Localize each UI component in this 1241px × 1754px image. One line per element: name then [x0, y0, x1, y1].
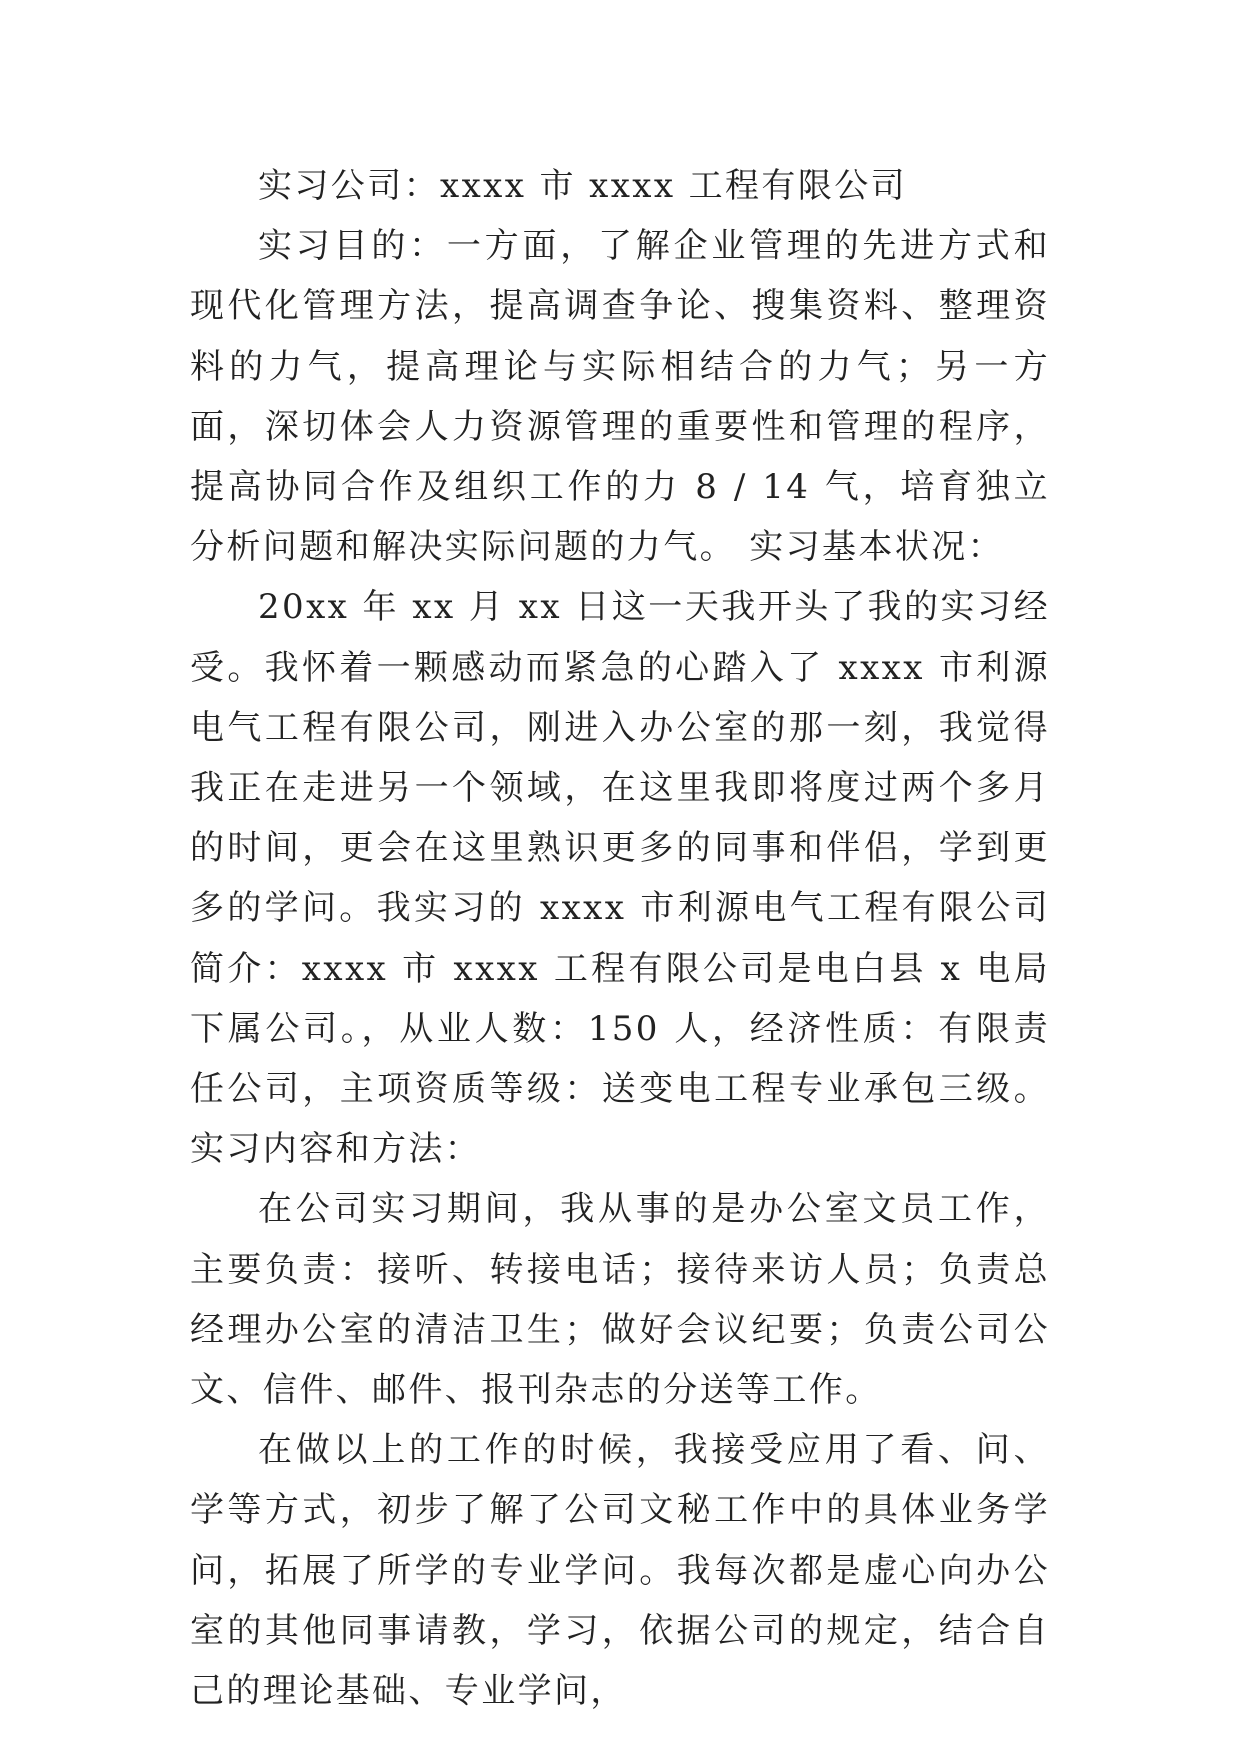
paragraph-internship-duties: 在公司实习期间，我从事的是办公室文员工作，主要负责：接听、转接电话；接待来访人员；负责总经理办公室的清洁卫生；做好会议纪要；负责公司公文、信件、邮件、报刊杂志的分送等工作。 — [190, 1189, 1050, 1411]
paragraph-internship-learning: 在做以上的工作的时候，我接受应用了看、问、学等方式，初步了解了公司文秘工作中的具体业务学问，拓展了所学的专业学问。我每次都是虚心向办公室的其他同事请教，学习，依据公司的规定，结合自己的理论基础、专业学问， — [190, 1430, 1050, 1712]
paragraph-internship-overview: 20xx 年 xx 月 xx 日这一天我开头了我的实习经受。我怀着一颗感动而紧急的心踏入了 xxxx 市利源电气工程有限公司，刚进入办公室的那一刻，我觉得我正在走进另一个领域，在这里我即将度过两个多月的时间，更会在这里熟识更多的同事和伴侣，学到更多的学问。我实习的 xxxx 市利源电气工程有限公司简介：xxxx 市 xxxx 工程有限公司是电白县 x 电局下属公司。，从业人数：150 人，经济性质：有限责任公司，主项资质等级：送变电工程专业承包三级。 实习内容和方法： — [190, 587, 1050, 1170]
document-body — [190, 156, 1050, 1721]
paragraph-internship-company: 实习公司：xxxx 市 xxxx 工程有限公司 — [258, 166, 908, 206]
paragraph-internship-purpose: 实习目的：一方面，了解企业管理的先进方式和现代化管理方法，提高调查争论、搜集资料、整理资料的力气，提高理论与实际相结合的力气；另一方面，深切体会人力资源管理的重要性和管理的程序，提高协同合作及组织工作的力 8 / 14 气，培育独立分析问题和解决实际问题的力气。 实习基本状况： — [190, 226, 1050, 568]
